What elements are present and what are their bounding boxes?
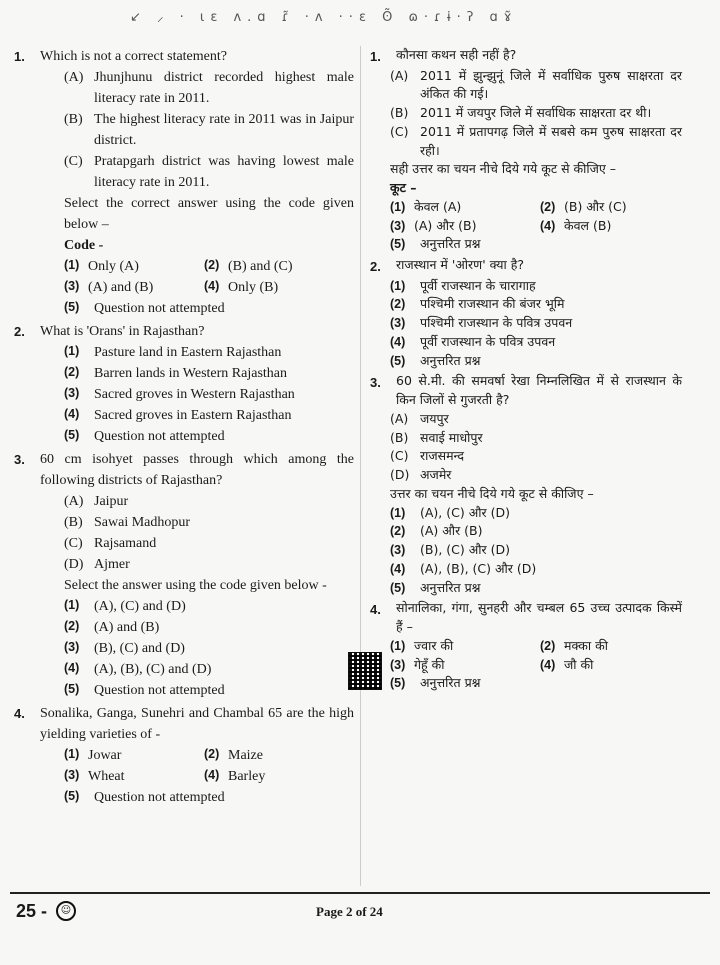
smiley-icon: ☺ xyxy=(56,901,76,921)
answer-choice[interactable]: Wheat xyxy=(88,769,125,784)
answer-choice[interactable]: Maize xyxy=(228,748,263,763)
answer-grid: (1) Jowar (2) Maize (3) Wheat (4) Barley xyxy=(14,745,354,787)
question-text: Which is not a correct statement? xyxy=(40,49,227,64)
option-text: सवाई माधोपुर xyxy=(420,429,483,445)
answer-choice[interactable]: Sacred groves in Western Rajasthan xyxy=(94,387,295,402)
option-text: Pratapgarh district was having lowest male literacy rate in 2011. xyxy=(94,154,354,190)
option-text: The highest literacy rate in 2011 was in Jaipur district. xyxy=(94,112,354,148)
page-footer xyxy=(16,898,706,924)
answer-choice[interactable]: (A), (C) और (D) xyxy=(420,504,510,520)
answer-choice[interactable]: (A) और (B) xyxy=(414,217,477,233)
question-text: Sonalika, Ganga, Sunehri and Chambal 65 are the high yielding varieties of - xyxy=(40,706,354,742)
answer-choice[interactable]: (A), (C) and (D) xyxy=(94,599,186,614)
answer-choice[interactable]: पूर्वी राजस्थान के चारागाह xyxy=(420,277,536,293)
answer-choice[interactable]: मक्का की xyxy=(564,637,608,653)
footer-rule xyxy=(10,892,710,894)
answer-choice[interactable]: (B), (C) और (D) xyxy=(420,542,510,557)
answer-choice[interactable]: Question not attempted xyxy=(94,790,225,805)
option-text: Ajmer xyxy=(94,557,130,572)
question-number: 1. xyxy=(14,49,25,64)
answer-choice[interactable]: अनुत्तरित प्रश्न xyxy=(420,675,481,691)
answer-choice[interactable]: पश्चिमी राजस्थान की बंजर भूमि xyxy=(420,296,565,312)
question-text: कौनसा कथन सही नहीं है? xyxy=(396,47,517,62)
option-text: Jhunjhunu district recorded highest male literacy rate in 2011. xyxy=(94,70,354,106)
paper-code: 25 - xyxy=(16,901,48,921)
option-text: 2011 में जयपुर जिले में सर्वाधिक साक्षरता दर थी। xyxy=(420,105,652,120)
option-text: Rajsamand xyxy=(94,536,157,551)
question-text: 60 से.मी. की समवर्षा रेखा निम्नलिखित में से राजस्थान के किन जिलों से गुजरती है? xyxy=(396,373,682,407)
question-4-hi: 4. सोनालिका, गंगा, सुनहरी और चम्बल 65 उच्च उत्पादक किस्में हैं – (1) ज्वार की (2) मक्का की (3) गेहूँ की (4) जौ की (5) अनुत्तरित प्रश्न xyxy=(370,599,682,693)
page-number: Page 2 of 24 xyxy=(316,904,383,919)
answer-choice[interactable]: (A) और (B) xyxy=(420,523,483,539)
question-2-en: 2. What is 'Orans' in Rajasthan? (1) Pasture land in Eastern Rajasthan (2) Barren lands in Western Rajasthan (3) Sacred groves in Western Rajasthan (4) Sacred groves in Eastern Rajasthan (5) Question not attempted xyxy=(14,321,354,447)
answer-choice[interactable]: Pasture land in Eastern Rajasthan xyxy=(94,345,282,360)
answer-choice[interactable]: पश्चिमी राजस्थान के पवित्र उपवन xyxy=(420,315,573,330)
answer-choice[interactable]: केवल (A) xyxy=(414,198,462,214)
answer-choice[interactable]: (B) और (C) xyxy=(564,198,627,214)
instruction: उत्तर का चयन नीचे दिये गये कूट से कीजिए – xyxy=(390,485,594,501)
instruction: Select the correct answer using the code given below – xyxy=(64,196,354,232)
option-text: अजमेर xyxy=(420,467,452,482)
answer-choice[interactable]: Only (A) xyxy=(88,259,139,274)
question-1-hi: 1. कौनसा कथन सही नहीं है? (A) 2011 में झुन्झुनूं जिले में सर्वाधिक पुरुष साक्षरता दर अंकित की गई। (B) 2011 में जयपुर जिले में सर्वाधिक साक्षरता दर थी। (C) 2011 में प्रतापगढ़ जिले में सबसे कम पुरुष साक्षरता दर रही। सही उत्तर का चयन नीचे दिये गये कूट से कीजिए – कूट – (1) केवल (A) (2) (B) और (C) (3) (A) और (B) (4) केवल (B) (5) अनुत्तरित प्रश्न xyxy=(370,46,682,254)
answer-choice[interactable]: Sacred groves in Eastern Rajasthan xyxy=(94,408,292,423)
answer-choice[interactable]: (A), (B), (C) और (D) xyxy=(420,560,537,576)
answer-choice[interactable]: अनुत्तरित प्रश्न xyxy=(420,579,481,595)
question-text: What is 'Orans' in Rajasthan? xyxy=(40,324,205,339)
qr-code-icon xyxy=(348,652,382,690)
question-4-en: 4. Sonalika, Ganga, Sunehri and Chambal 65 are the high yielding varieties of - (1) Jowar (2) Maize (3) Wheat (4) Barley (5) Question not attempted xyxy=(14,703,354,808)
instruction: सही उत्तर का चयन नीचे दिये गये कूट से कीजिए – xyxy=(390,161,617,177)
hindi-column xyxy=(370,46,682,695)
option-text: Jaipur xyxy=(94,494,129,509)
option-text: 2011 में झुन्झुनूं जिले में सर्वाधिक पुरुष साक्षरता दर अंकित की गई। xyxy=(420,67,682,102)
english-column xyxy=(14,46,354,810)
answer-choice[interactable]: पूर्वी राजस्थान के पवित्र उपवन xyxy=(420,333,556,349)
answer-choice[interactable]: (A) and (B) xyxy=(88,280,154,295)
answer-choice[interactable]: जौ की xyxy=(564,656,594,672)
answer-choice[interactable]: (A) and (B) xyxy=(94,620,160,635)
answer-choice[interactable]: Question not attempted xyxy=(94,301,225,316)
answer-choice[interactable]: Jowar xyxy=(88,748,122,763)
column-divider xyxy=(360,46,361,886)
answer-choice[interactable]: Question not attempted xyxy=(94,429,225,444)
answer-choice[interactable]: Barley xyxy=(228,769,266,784)
answer-choice[interactable]: Only (B) xyxy=(228,280,279,295)
answer-grid: (1) केवल (A) (2) (B) और (C) (3) (A) और (B) (4) केवल (B) xyxy=(370,198,682,236)
question-text: सोनालिका, गंगा, सुनहरी और चम्बल 65 उच्च उत्पादक किस्में हैं – xyxy=(396,600,682,634)
question-3-hi: 3. 60 से.मी. की समवर्षा रेखा निम्नलिखित में से राजस्थान के किन जिलों से गुजरती है? (A) जयपुर (B) सवाई माधोपुर (C) राजसमन्द (D) अजमेर उत्तर का चयन नीचे दिये गये कूट से कीजिए – (1) (A), (C) और (D) (2) (A) और (B) (3) (B), (C) और (D) (4) (A), (B), (C) और (D) (5) अनुत्तरित प्रश्न xyxy=(370,372,682,597)
answer-choice[interactable]: अनुत्तरित प्रश्न xyxy=(420,236,481,252)
answer-choice[interactable]: Barren lands in Western Rajasthan xyxy=(94,366,288,381)
answer-choice[interactable]: Question not attempted xyxy=(94,683,225,698)
option-text: 2011 में प्रतापगढ़ जिले में सबसे कम पुरुष साक्षरता दर रही। xyxy=(420,123,682,158)
instruction: Select the answer using the code given below - xyxy=(64,578,327,593)
question-3-en: 3. 60 cm isohyet passes through which among the following districts of Rajasthan? (A) Jaipur (B) Sawai Madhopur (C) Rajsamand (D) Ajmer Select the answer using the code given below - (1) (A), (C) and (D) (2) (A) and (B) (3) (B), (C) and (D) (4) (A), (B), (C) and (D) (5) Question not attempted xyxy=(14,449,354,701)
answer-choice[interactable]: ज्वार की xyxy=(414,637,454,653)
option-text: राजसमन्द xyxy=(420,448,465,464)
question-text: 60 cm isohyet passes through which among the following districts of Rajasthan? xyxy=(40,452,354,488)
code-label: कूट – xyxy=(390,180,417,195)
answer-choice[interactable]: (B) and (C) xyxy=(228,259,293,274)
code-label: Code - xyxy=(64,238,104,253)
option-text: Sawai Madhopur xyxy=(94,515,191,530)
answer-choice[interactable]: (A), (B), (C) and (D) xyxy=(94,662,212,677)
option-text: जयपुर xyxy=(420,410,449,426)
answer-choice[interactable]: गेहूँ की xyxy=(414,656,445,672)
answer-grid: (1) Only (A) (2) (B) and (C) (3) (A) and (B) (4) Only (B) xyxy=(14,256,354,298)
question-1-en: 1. Which is not a correct statement? (A) Jhunjhunu district recorded highest male literacy rate in 2011. (B) The highest literacy rate in 2011 was in Jaipur district. (C) Pratapgarh district was having lowest male literacy rate in 2011. Select the correct answer using the code given below – Code - (1) Only (A) (2) (B) and (C) (3) (A) and (B) (4) Only (B) (5) Question not attempted xyxy=(14,46,354,319)
answer-choice[interactable]: केवल (B) xyxy=(564,217,612,233)
answer-choice[interactable]: (B), (C) and (D) xyxy=(94,641,185,656)
answer-grid: (1) ज्वार की (2) मक्का की (3) गेहूँ की (4) जौ की xyxy=(370,637,682,675)
answer-choice[interactable]: अनुत्तरित प्रश्न xyxy=(420,352,481,368)
question-2-hi: 2. राजस्थान में 'ओरण' क्या है? (1) पूर्वी राजस्थान के चारागाह (2) पश्चिमी राजस्थान की बंजर भूमि (3) पश्चिमी राजस्थान के पवित्र उपवन (4) पूर्वी राजस्थान के पवित्र उपवन (5) अनुत्तरित प्रश्न xyxy=(370,256,682,370)
handwritten-scribble: ↙ ⸝ · ɩɛ ʌ.ɑ ɾ̃ ·ʌ ··ɛ ʘ̃ ɷ·ɾɨ·ʔ ɑɤ̃ xyxy=(130,10,518,25)
question-text: राजस्थान में 'ओरण' क्या है? xyxy=(396,257,525,272)
